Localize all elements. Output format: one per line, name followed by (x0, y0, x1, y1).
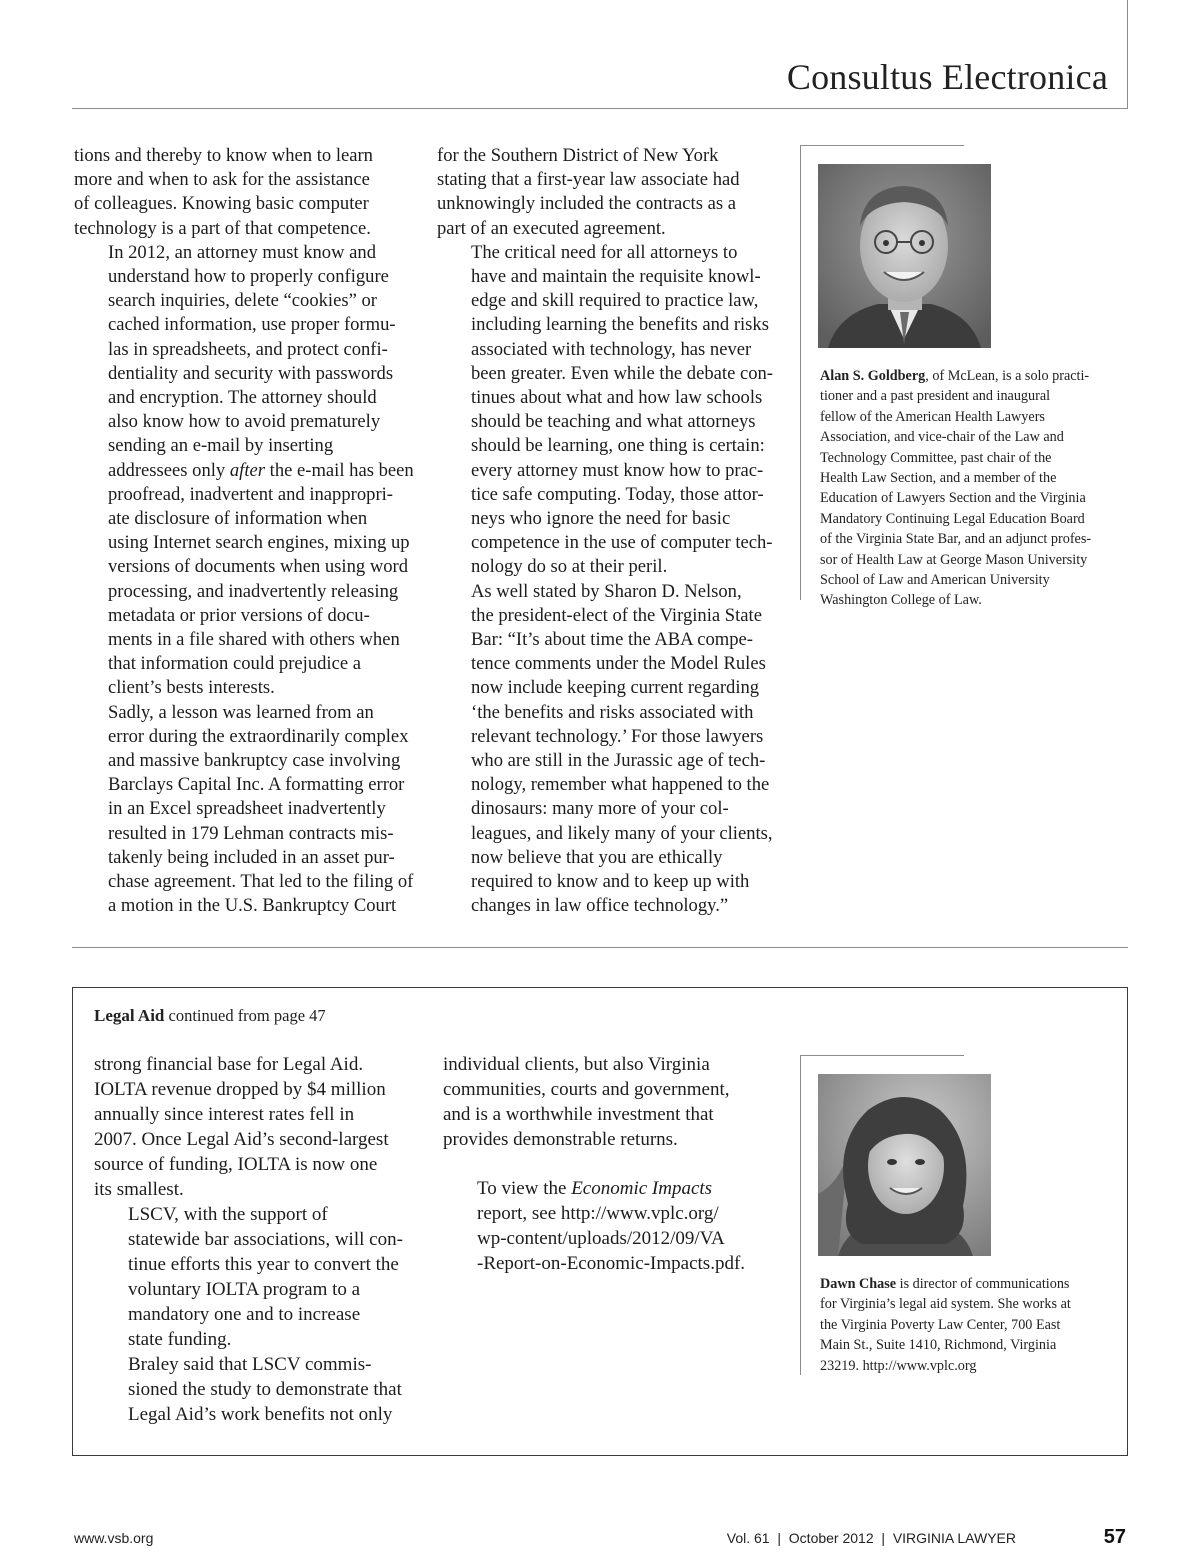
text-line: versions of documents when using word (108, 556, 409, 578)
portrait-man-image (818, 164, 991, 348)
author-bio-chase (820, 1274, 1130, 1376)
text-line: including learning the benefits and risks (471, 314, 769, 336)
text-line: nology do so at their peril. (471, 556, 668, 578)
text-line: processing, and inadvertently releasing (108, 580, 399, 602)
text-line: The critical need for all attorneys to (471, 241, 738, 263)
author-bio-goldberg (820, 366, 1130, 611)
author-photo-chase (818, 1074, 991, 1256)
text-line: dinosaurs: many more of your col- (471, 798, 729, 820)
footer-issue: Vol. 61 | October 2012 | VIRGINIA LAWYER (726, 1530, 1016, 1546)
legal-aid-column-1 (94, 1052, 414, 1427)
text-line: Bar: “It’s about time the ABA compe- (471, 629, 753, 651)
author-photo-goldberg (818, 164, 991, 348)
text-line: more and when to ask for the assistance (74, 169, 370, 191)
section-title: Consultus Electronica (786, 57, 1108, 97)
text-line: Barclays Capital Inc. A formatting error (108, 774, 405, 796)
text-line: the president-elect of the Virginia State (471, 604, 762, 626)
text-line: fellow of the American Health Lawyers (820, 408, 1045, 425)
text-line: have and maintain the requisite knowl- (471, 266, 761, 288)
text-line: source of funding, IOLTA is now one (94, 1154, 378, 1175)
text-line: a motion in the U.S. Bankruptcy Court (108, 895, 397, 917)
text-line: changes in law office technology.” (471, 895, 729, 917)
text-line (74, 459, 424, 483)
text-line: sending an e-mail by inserting (108, 435, 334, 457)
text-line: neys who ignore the need for basic (471, 508, 731, 530)
report-title: Economic Impacts (571, 1178, 713, 1199)
article-paragraph (94, 1052, 414, 1202)
article-paragraph (437, 580, 777, 919)
text-line: and massive bankruptcy case involving (108, 750, 401, 772)
text-segment: To view the (477, 1178, 567, 1199)
text-line: wp-content/uploads/2012/09/VA (477, 1228, 725, 1249)
author-name: Alan S. Goldberg (820, 368, 926, 384)
legal-aid-title: Legal Aid (94, 1006, 165, 1025)
text-line: report, see http://www.vplc.org/ (477, 1203, 719, 1224)
text-line: edge and skill required to practice law, (471, 290, 759, 312)
text-line: Sadly, a lesson was learned from an (108, 701, 374, 723)
text-line: Technology Committee, past chair of the (820, 449, 1052, 466)
continued-note: continued from page 47 (168, 1006, 326, 1025)
text-line: resulted in 179 Lehman contracts mis- (108, 822, 394, 844)
text-line: search inquiries, delete “cookies” or (108, 290, 377, 312)
text-line: part of an executed agreement. (437, 217, 666, 239)
text-line: unknowingly included the contracts as a (437, 193, 736, 215)
text-segment: the e-mail has been (269, 459, 414, 481)
text-line: tions and thereby to know when to learn (74, 145, 373, 166)
text-line: 2007. Once Legal Aid’s second-largest (94, 1129, 389, 1150)
text-line: In 2012, an attorney must know and (108, 241, 377, 263)
text-line: takenly being included in an asset pur- (108, 846, 395, 868)
emphasis-text: after (229, 459, 265, 481)
article-paragraph (437, 241, 777, 580)
text-line: its smallest. (94, 1179, 184, 1200)
text-line: -Report-on-Economic-Impacts.pdf. (477, 1253, 746, 1274)
text-line: School of Law and American University (820, 572, 1050, 589)
text-line: tinue efforts this year to convert the (128, 1254, 399, 1275)
text-line: now believe that you are ethically (471, 846, 723, 868)
text-line: associated with technology, has never (471, 338, 752, 360)
article-column-1 (74, 144, 424, 919)
text-line: and is a worthwhile investment that (443, 1104, 714, 1125)
text-line: mandatory one and to increase (128, 1304, 361, 1325)
text-line: been greater. Even while the debate con- (471, 362, 774, 384)
text-line: relevant technology.’ For those lawyers (471, 725, 764, 747)
text-line: the Virginia Poverty Law Center, 700 East (820, 1316, 1061, 1333)
text-line (820, 366, 1130, 386)
text-line: sor of Health Law at George Mason University (820, 551, 1088, 568)
text-line: Association, and vice-chair of the Law and (820, 429, 1064, 446)
text-line: Braley said that LSCV commis- (128, 1354, 372, 1375)
text-line: statewide bar associations, will con- (128, 1229, 403, 1250)
text-line: understand how to properly configure (108, 266, 389, 288)
article-paragraph (437, 144, 777, 241)
text-line: Mandatory Continuing Legal Education Board (820, 510, 1085, 527)
text-line: cached information, use proper formu- (108, 314, 396, 336)
article-paragraph (443, 1052, 783, 1152)
text-line: Education of Lawyers Section and the Virginia (820, 490, 1086, 507)
text-line: that information could prejudice a (108, 653, 361, 675)
text-line: voluntary IOLTA program to a (128, 1279, 361, 1300)
text-segment: , of McLean, is a solo practi- (925, 368, 1090, 384)
text-line: for the Southern District of New York (437, 145, 719, 166)
text-segment: addressees only (108, 459, 226, 481)
header-rule (72, 108, 1128, 109)
text-line: of colleagues. Knowing basic computer (74, 193, 369, 215)
text-line: using Internet search engines, mixing up (108, 532, 410, 554)
text-line: nology, remember what happened to the (471, 774, 770, 796)
article-column-2 (437, 144, 777, 919)
page-number: 57 (1103, 1526, 1126, 1548)
article-paragraph (74, 241, 424, 701)
text-line: sioned the study to demonstrate that (128, 1379, 402, 1400)
text-line (820, 1274, 1130, 1294)
footer-website: www.vsb.org (74, 1530, 154, 1546)
text-line: should be teaching and what attorneys (471, 411, 756, 433)
section-divider-rule (72, 947, 1128, 948)
text-line: tence comments under the Model Rules (471, 653, 766, 675)
text-line: communities, courts and government, (443, 1079, 730, 1100)
text-line: tioner and a past president and inaugural (820, 388, 1051, 405)
text-line: provides demonstrable returns. (443, 1129, 678, 1150)
article-paragraph (74, 144, 424, 241)
text-line: annually since interest rates fell in (94, 1104, 355, 1125)
text-line: las in spreadsheets, and protect confi- (108, 338, 388, 360)
text-line: Health Law Section, and a member of the (820, 470, 1057, 487)
text-line: chase agreement. That led to the filing of (108, 871, 414, 893)
text-line: strong financial base for Legal Aid. (94, 1054, 364, 1075)
article-paragraph (74, 701, 424, 919)
text-line: ‘the benefits and risks associated with (471, 701, 754, 723)
text-line: As well stated by Sharon D. Nelson, (471, 580, 742, 602)
sidebar-top-rule (800, 1055, 964, 1056)
text-line: every attorney must know how to prac- (471, 459, 764, 481)
text-line: client’s bests interests. (108, 677, 275, 699)
text-line: tice safe computing. Today, those attor- (471, 483, 764, 505)
sidebar-left-rule (800, 1055, 801, 1375)
text-line: who are still in the Jurassic age of tech- (471, 750, 766, 772)
text-line: tinues about what and how law schools (471, 387, 763, 409)
sidebar-top-rule (800, 145, 964, 146)
text-segment: is director of communications (896, 1276, 1070, 1292)
text-line: also know how to avoid prematurely (108, 411, 381, 433)
article-paragraph (443, 1176, 783, 1276)
text-line: for Virginia’s legal aid system. She works at (820, 1296, 1071, 1313)
legal-aid-heading (94, 1006, 326, 1026)
text-line: ments in a file shared with others when (108, 629, 400, 651)
text-line: IOLTA revenue dropped by $4 million (94, 1079, 386, 1100)
text-line (443, 1176, 783, 1201)
text-line: and encryption. The attorney should (108, 387, 377, 409)
text-line: should be learning, one thing is certain: (471, 435, 765, 457)
portrait-woman-image (818, 1074, 991, 1256)
text-line: now include keeping current regarding (471, 677, 760, 699)
text-line: of the Virginia State Bar, and an adjunct profes- (820, 531, 1092, 548)
text-line: metadata or prior versions of docu- (108, 604, 370, 626)
article-paragraph (94, 1352, 414, 1427)
text-line: in an Excel spreadsheet inadvertently (108, 798, 386, 820)
text-line: individual clients, but also Virginia (443, 1054, 710, 1075)
text-line: LSCV, with the support of (128, 1204, 328, 1225)
text-line: dentiality and security with passwords (108, 362, 394, 384)
text-line: Main St., Suite 1410, Richmond, Virginia (820, 1337, 1057, 1354)
text-line: Legal Aid’s work benefits not only (128, 1404, 393, 1425)
author-name: Dawn Chase (820, 1276, 897, 1292)
header-edge-rule (1127, 0, 1128, 108)
text-line: ate disclosure of information when (108, 508, 368, 530)
text-line: proofread, inadvertent and inappropri- (108, 483, 393, 505)
text-line: required to know and to keep up with (471, 871, 750, 893)
text-line: state funding. (128, 1329, 232, 1350)
text-line: competence in the use of computer tech- (471, 532, 773, 554)
text-line: leagues, and likely many of your clients, (471, 822, 773, 844)
text-line: 23219. http://www.vplc.org (820, 1357, 977, 1374)
legal-aid-column-2 (443, 1052, 783, 1276)
text-line: error during the extraordinarily complex (108, 725, 409, 747)
text-line: stating that a first-year law associate had (437, 169, 740, 191)
text-line: technology is a part of that competence. (74, 217, 371, 239)
sidebar-left-rule (800, 145, 801, 600)
text-line: Washington College of Law. (820, 592, 982, 609)
article-paragraph (94, 1202, 414, 1352)
